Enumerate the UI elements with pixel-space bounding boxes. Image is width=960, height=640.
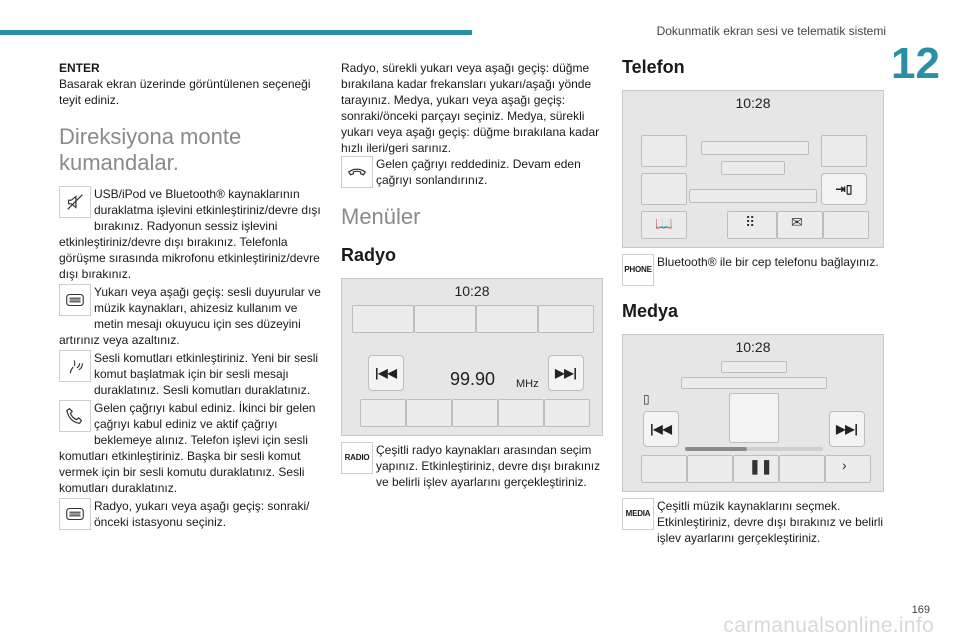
header-accent-bar: [0, 30, 472, 35]
bottom-tab-1[interactable]: [360, 399, 406, 427]
messages-icon: ✉: [791, 214, 803, 230]
column-3: [622, 56, 886, 546]
media-title: Medya: [622, 301, 679, 321]
phone-button-icon: PHONE: [622, 254, 654, 286]
item-voice: [59, 350, 321, 398]
scroll-wheel-icon: [59, 498, 91, 530]
item-volume: [59, 284, 321, 348]
media-artist-field: [681, 377, 827, 389]
phone-text: Bluetooth® ile bir cep telefonu bağlayınız.: [657, 255, 879, 269]
frequency-unit: MHz: [516, 378, 539, 390]
phone-display-3: [689, 189, 817, 203]
phone-tab-extra[interactable]: [823, 211, 869, 239]
item-text: Sesli komutları etkinleştiriniz. Yeni bir sesli komut başlatmak için bir sesli mesajı duraklatınız. Sesli komutları duraklatınız.: [94, 351, 319, 397]
radio-screen: [341, 278, 603, 436]
item-hangup: [341, 156, 603, 188]
bottom-tab-3[interactable]: [452, 399, 498, 427]
item-text: Radyo, yukarı veya aşağı geçiş: sonraki/önceki istasyonu seçiniz.: [94, 499, 310, 529]
item-text: USB/iPod ve Bluetooth® kaynaklarının duraklatma işlevini etkinleştiriniz/devre dışı bırakınız. Radyonun sessiz işlevini etkinleştiriniz/devre dışı bırakınız. Telefonla görüşme sırasında mikrofonu etkinleştiriniz/devre dışı bırakınız.: [59, 187, 321, 281]
phone-key-left-2[interactable]: [641, 173, 687, 205]
album-art: [729, 393, 779, 443]
phone-title: Telefon: [622, 57, 685, 77]
next-track-button[interactable]: ▶▶|: [829, 411, 865, 447]
media-screen: [622, 334, 884, 492]
progress-fill: [685, 447, 747, 451]
bottom-tab-2[interactable]: [406, 399, 452, 427]
clock: 10:28: [735, 339, 771, 355]
bottom-tab-5[interactable]: [544, 399, 590, 427]
phone-key-right-1[interactable]: [821, 135, 867, 167]
phone-hangup-icon: [341, 156, 373, 188]
scroll-wheel-icon: [59, 284, 91, 316]
section-title-steering-controls: Direksiyona monte kumandalar.: [59, 124, 242, 175]
clock: 10:28: [454, 283, 490, 299]
radio-button-icon: RADIO: [341, 442, 373, 474]
media-title-field: [721, 361, 787, 373]
voice-command-icon: [59, 350, 91, 382]
phone-description: [622, 254, 886, 274]
clock: 10:28: [735, 95, 771, 111]
phone-display-1: [701, 141, 809, 155]
item-text: Yukarı veya aşağı geçiş: sesli duyurular ve müzik kaynakları, ahizesiz kullanım ve metin mesajı okuyucu için ses düzeyini artırınız veya azaltınız.: [59, 285, 321, 347]
media-description: [622, 498, 886, 546]
media-text: Çeşitli müzik kaynaklarını seçmek. Etkinleştiriniz, devre dışı bırakınız ve belirli işlev ayarlarını gerçekleştiriniz.: [657, 499, 884, 545]
item-phone: [59, 400, 321, 496]
chapter-number: 12: [891, 39, 940, 88]
media-tab-2[interactable]: [687, 455, 733, 483]
item-text: Gelen çağrıyı reddediniz. Devam eden çağrıyı sonlandırınız.: [376, 157, 581, 187]
media-next-page-button[interactable]: [825, 455, 871, 483]
item-station: [59, 498, 321, 530]
phone-transfer-button[interactable]: ⇥▯: [821, 173, 867, 205]
item-mute: [59, 186, 321, 282]
column-1: [59, 60, 321, 532]
contacts-icon: 📖: [655, 215, 673, 231]
header-title: Dokunmatik ekran sesi ve telematik sistemi: [656, 24, 886, 38]
chevron-right-icon: ›: [842, 457, 847, 473]
device-icon: ▯: [643, 392, 650, 406]
enter-title: ENTER: [59, 61, 100, 75]
preset-4[interactable]: [538, 305, 594, 333]
phone-answer-icon: [59, 400, 91, 432]
preset-1[interactable]: [352, 305, 414, 333]
phone-display-2: [721, 161, 785, 175]
media-tab-4[interactable]: [779, 455, 825, 483]
media-button-icon: MEDIA: [622, 498, 654, 530]
item-text: Gelen çağrıyı kabul ediniz. İkinci bir gelen çağrıyı kabul ediniz ve aktif çağrıyı beklemeye alınız. Telefon işlevi için sesli komutları etkinleştiriniz. Başka bir sesli komut vermek için bir sesli komutu duraklatınız. Sesli komutları duraklatınız.: [59, 401, 316, 495]
page-number: 169: [911, 604, 930, 616]
section-title-menus: Menüler: [341, 204, 421, 229]
preset-3[interactable]: [476, 305, 538, 333]
frequency: 99.90: [450, 369, 496, 389]
phone-key-left-1[interactable]: [641, 135, 687, 167]
column-2: [341, 60, 603, 490]
pause-icon: ❚❚: [749, 458, 773, 474]
preset-2[interactable]: [414, 305, 476, 333]
keypad-icon: ⠿: [745, 214, 756, 230]
scroll-intro-text: Radyo, sürekli yukarı veya aşağı geçiş: düğme bırakılana kadar frekansları yukarı/aşağı yönde tarayınız. Medya, yukarı veya aşağı geçiş: sonraki/önceki parçayı seçiniz. Medya, sürekli yukarı veya aşağı geçiş: düğme bırakılana kadar hızlı ileri/geri sarınız.: [341, 61, 600, 155]
radio-title: Radyo: [341, 245, 397, 265]
radio-description: [341, 442, 603, 490]
progress-bar[interactable]: [685, 447, 823, 451]
watermark: carmanualsonline.info: [723, 614, 934, 637]
seek-forward-button[interactable]: ▶▶|: [548, 355, 584, 391]
phone-screen: [622, 90, 884, 248]
mute-icon: [59, 186, 91, 218]
previous-track-button[interactable]: |◀◀: [643, 411, 679, 447]
seek-back-button[interactable]: |◀◀: [368, 355, 404, 391]
bottom-tab-4[interactable]: [498, 399, 544, 427]
enter-text: Basarak ekran üzerinde görüntülenen seçeneği teyit ediniz.: [59, 77, 311, 107]
media-tab-1[interactable]: [641, 455, 687, 483]
radio-text: Çeşitli radyo kaynakları arasından seçim yapınız. Etkinleştiriniz, devre dışı bırakınız ve belirli işlev ayarlarını gerçekleştiriniz.: [376, 443, 601, 489]
